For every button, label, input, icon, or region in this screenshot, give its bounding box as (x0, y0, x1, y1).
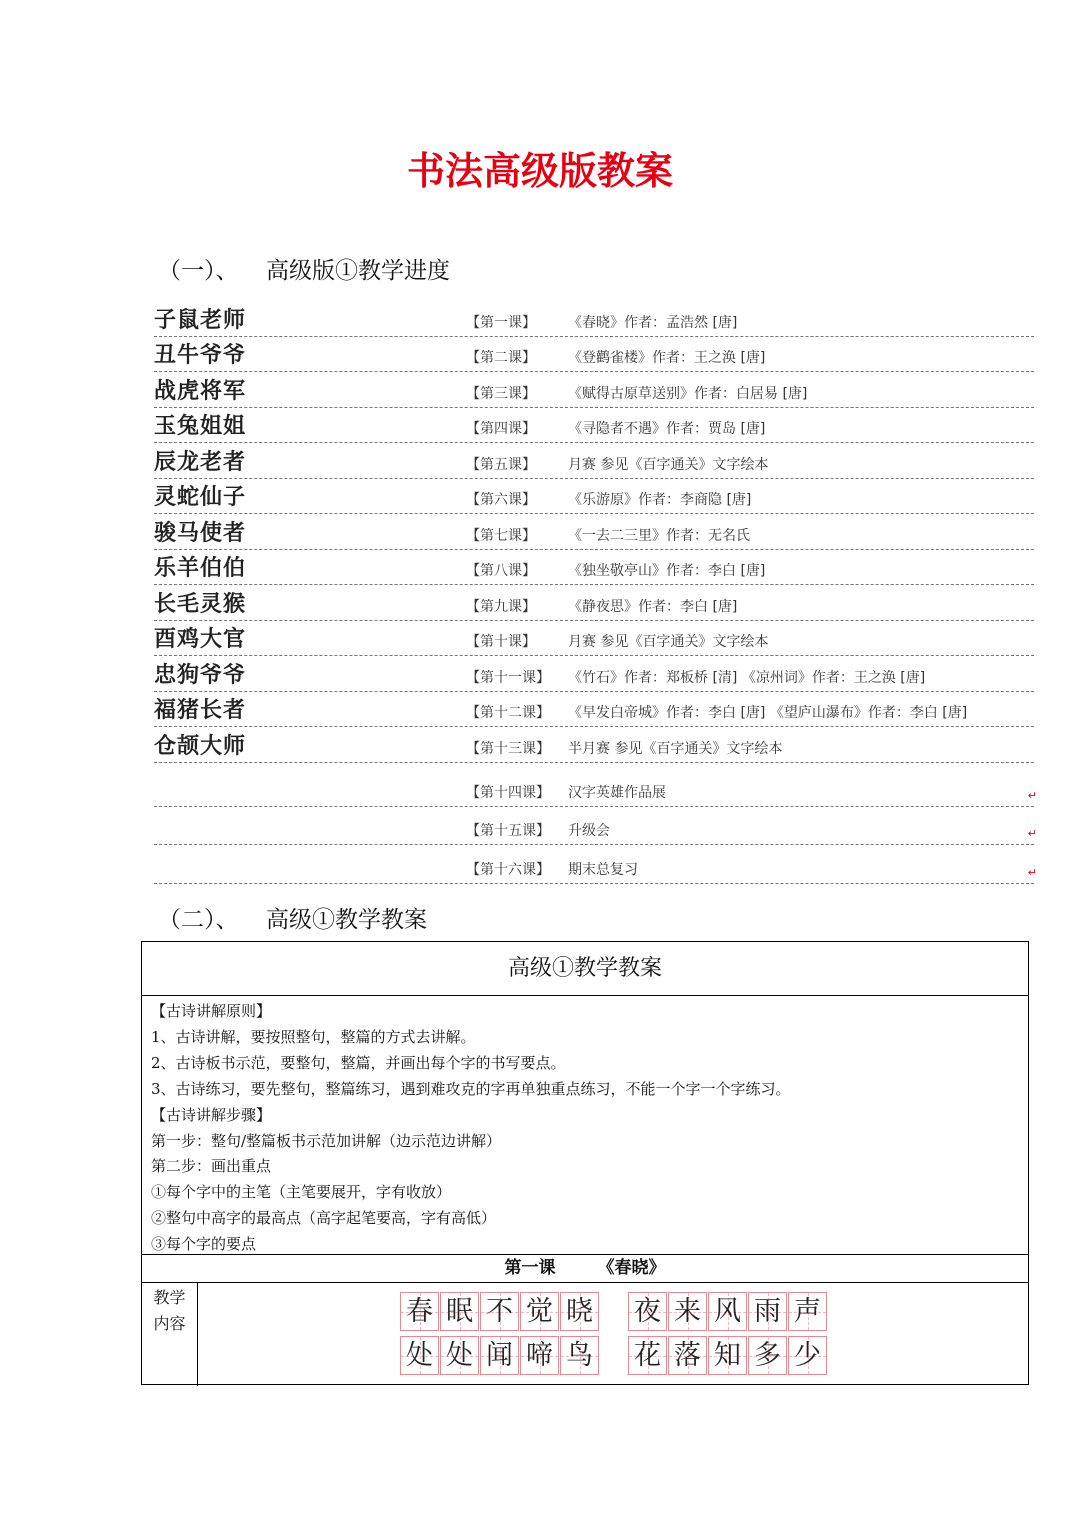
poem-character: 处 (446, 1340, 473, 1371)
content-label-line: 内容 (153, 1314, 186, 1333)
character-cell (520, 1336, 559, 1375)
lesson-description: 《早发白帝城》作者：李白 [唐] 《望庐山瀑布》作者：李白 [唐] (568, 705, 968, 721)
tianzige-row (400, 1336, 600, 1375)
lesson-number: 【第十三课】 (466, 741, 550, 757)
character-cell (400, 1336, 439, 1375)
poem-character: 啼 (526, 1340, 553, 1371)
note-line: 第二步：画出重点 (151, 1157, 272, 1176)
poem-character: 眠 (446, 1296, 473, 1327)
poem-character: 觉 (526, 1296, 553, 1327)
tianzige-row (628, 1336, 828, 1375)
character-cell (788, 1292, 827, 1331)
teacher-name: 酉鸡大官 (154, 627, 247, 652)
schedule-row (154, 302, 1034, 337)
teacher-name: 辰龙老者 (154, 450, 247, 475)
lesson-heading (142, 1255, 1028, 1283)
teaching-content (142, 1283, 1028, 1386)
poem-character: 鸟 (566, 1340, 593, 1371)
section-number: （二）、 (158, 907, 239, 933)
poem-character: 少 (794, 1340, 821, 1371)
return-mark: ↵ (1027, 789, 1037, 802)
character-cell (520, 1292, 559, 1331)
character-cell (668, 1292, 707, 1331)
lesson-description: 月赛 参见《百字通关》文字绘本 (568, 457, 769, 473)
lesson-number: 【第十二课】 (466, 705, 550, 721)
character-cell (788, 1336, 827, 1375)
section-title: 高级版①教学进度 (266, 258, 450, 284)
lesson-number: 【第七课】 (466, 528, 536, 544)
schedule-row (154, 515, 1034, 550)
teacher-name: 福猪长者 (154, 698, 247, 723)
poem-character: 不 (486, 1296, 513, 1327)
lesson-description: 升级会 (568, 823, 610, 839)
teaching-notes (142, 996, 1028, 1255)
note-line: ①每个字中的主笔（主笔要展开，字有收放） (151, 1183, 452, 1202)
lesson-description: 《春晓》作者：孟浩然 [唐] (568, 315, 738, 331)
teacher-name: 灵蛇仙子 (154, 485, 247, 510)
character-cell (560, 1292, 599, 1331)
schedule-row (154, 337, 1034, 372)
character-cell (480, 1336, 519, 1375)
poem-character: 春 (406, 1296, 433, 1327)
schedule-row (154, 768, 1037, 807)
lesson-poem: 《春晓》 (597, 1258, 666, 1278)
note-line: 1、古诗讲解，要按照整句，整篇的方式去讲解。 (151, 1027, 476, 1046)
teacher-name: 长毛灵猴 (154, 592, 247, 617)
lesson-description: 月赛 参见《百字通关》文字绘本 (568, 634, 769, 650)
lesson-description: 期末总复习 (568, 862, 638, 878)
note-line: 【古诗讲解原则】 (151, 1002, 272, 1020)
lesson-number: 【第八课】 (466, 563, 536, 579)
lesson-number: 【第三课】 (466, 386, 536, 402)
character-cell (628, 1336, 667, 1375)
poem-character: 处 (406, 1340, 433, 1371)
lesson-number: 【第十课】 (466, 634, 536, 650)
lesson-number: 【第五课】 (466, 457, 536, 473)
lesson-description: 《竹石》作者：郑板桥 [清] 《凉州词》作者：王之涣 [唐] (568, 670, 926, 686)
character-cell (560, 1336, 599, 1375)
poem-character: 声 (794, 1296, 821, 1327)
table-header: 高级①教学教案 (142, 942, 1028, 996)
lesson-description: 《寻隐者不遇》作者：贾岛 [唐] (568, 421, 766, 437)
schedule-row (154, 373, 1034, 408)
schedule-row (154, 692, 1034, 727)
teacher-name: 忠狗爷爷 (154, 663, 247, 688)
lesson-description: 《独坐敬亭山》作者：李白 [唐] (568, 563, 766, 579)
poem-character: 花 (634, 1340, 661, 1371)
schedule-row (154, 728, 1034, 763)
teacher-name: 玉兔姐姐 (154, 414, 247, 439)
poem-character: 闻 (486, 1340, 513, 1371)
lesson-plan-table (141, 941, 1029, 1385)
lesson-number: 【第九课】 (466, 599, 536, 615)
lesson-description: 《乐游原》作者：李商隐 [唐] (568, 492, 752, 508)
character-cell (668, 1336, 707, 1375)
lesson-number: 【第四课】 (466, 421, 536, 437)
poem-character: 雨 (754, 1296, 781, 1327)
schedule-row (154, 586, 1034, 621)
schedule-row (154, 408, 1034, 443)
teacher-name: 丑牛爷爷 (154, 343, 247, 368)
character-cell (748, 1292, 787, 1331)
poem-character: 知 (714, 1340, 741, 1371)
tianzige-row (400, 1292, 600, 1331)
teacher-name: 乐羊伯伯 (154, 556, 247, 581)
character-cell (480, 1292, 519, 1331)
character-cell (440, 1292, 479, 1331)
schedule-row (154, 657, 1034, 692)
lesson-number: 【第十一课】 (466, 670, 550, 686)
poem-character: 落 (674, 1340, 701, 1371)
teacher-name: 子鼠老师 (154, 308, 247, 333)
document-title: 书法高级版教案 (406, 149, 673, 193)
poem-character: 风 (714, 1296, 741, 1327)
content-label (142, 1283, 198, 1386)
lesson-number: 【第十四课】 (466, 785, 550, 801)
character-cell (400, 1292, 439, 1331)
note-line: 第一步：整句/整篇板书示范加讲解（边示范边讲解） (151, 1131, 502, 1150)
character-cell (708, 1292, 747, 1331)
note-line: 3、古诗练习，要先整句，整篇练习，遇到难攻克的字再单独重点练习，不能一个字一个字练习。 (151, 1079, 791, 1098)
schedule-row (154, 806, 1037, 845)
lesson-number: 【第一课】 (466, 315, 536, 331)
poem-character: 夜 (634, 1296, 661, 1327)
return-mark: ↵ (1027, 827, 1037, 840)
note-line: 2、古诗板书示范，要整句，整篇，并画出每个字的书写要点。 (151, 1053, 566, 1072)
lesson-label: 第一课 (504, 1258, 556, 1278)
lesson-number: 【第十五课】 (466, 823, 550, 839)
return-mark: ↵ (1027, 866, 1037, 879)
poem-character: 来 (674, 1296, 701, 1327)
character-cell (748, 1336, 787, 1375)
lesson-description: 《一去二三里》作者：无名氏 (568, 528, 750, 544)
note-line: ②整句中高字的最高点（高字起笔要高，字有高低） (151, 1209, 497, 1228)
section-number: （一）、 (158, 258, 239, 284)
character-cell (628, 1292, 667, 1331)
lesson-number: 【第六课】 (466, 492, 536, 508)
lesson-description: 半月赛 参见《百字通关》文字绘本 (568, 741, 783, 757)
poem-character: 晓 (566, 1296, 593, 1327)
content-label-line: 教学 (153, 1288, 186, 1307)
teacher-name: 仓颉大师 (154, 734, 247, 759)
lesson-description: 《静夜思》作者：李白 [唐] (568, 599, 738, 615)
lesson-description: 《登鹳雀楼》作者：王之涣 [唐] (568, 350, 766, 366)
character-cell (708, 1336, 747, 1375)
section-title: 高级①教学教案 (266, 907, 427, 933)
lesson-number: 【第二课】 (466, 350, 536, 366)
section-heading-plan (158, 901, 427, 934)
character-cell (440, 1336, 479, 1375)
lesson-number: 【第十六课】 (466, 862, 550, 878)
lesson-description: 汉字英雄作品展 (568, 785, 666, 801)
schedule-row (154, 479, 1034, 514)
poem-character: 多 (754, 1340, 781, 1371)
tianzige-row (628, 1292, 828, 1331)
schedule-row (154, 845, 1037, 884)
note-line: 【古诗讲解步骤】 (151, 1105, 272, 1124)
teacher-name: 骏马使者 (154, 521, 247, 546)
schedule-row (154, 444, 1034, 479)
teacher-name: 战虎将军 (154, 379, 247, 404)
section-heading-progress (158, 252, 450, 285)
schedule-row (154, 621, 1034, 656)
schedule-row (154, 550, 1034, 585)
lesson-description: 《赋得古原草送别》作者：白居易 [唐] (568, 386, 808, 402)
note-line: ③每个字的要点 (151, 1235, 257, 1254)
